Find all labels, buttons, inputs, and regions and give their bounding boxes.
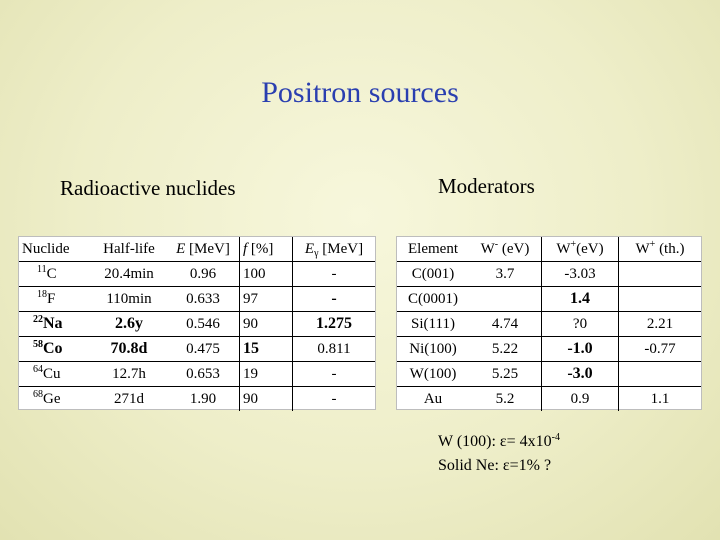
halflife-cell: 110min xyxy=(91,287,167,312)
wminus-cell xyxy=(469,287,542,312)
egamma-cell: - xyxy=(293,287,376,312)
element-cell: Au xyxy=(423,391,443,407)
table-row xyxy=(397,312,701,337)
header-element: Element xyxy=(397,237,469,262)
header-wplus: W+(eV) xyxy=(542,237,619,262)
energy-cell: 0.475 xyxy=(167,337,240,362)
moderators-heading: Moderators xyxy=(438,174,535,198)
table-row xyxy=(397,262,701,287)
f-cell: 90 xyxy=(240,387,293,412)
element-cell: W(100) xyxy=(397,362,469,387)
nuclide-cell: $^{68}$Ge xyxy=(33,389,61,407)
nuclides-header-row xyxy=(19,237,375,262)
halflife-cell: 12.7h xyxy=(91,362,167,387)
header-nuclide: Nuclide xyxy=(19,237,91,262)
wplus-th-cell xyxy=(619,362,702,387)
table-row xyxy=(19,312,375,337)
table-row xyxy=(397,387,701,412)
moderators-table xyxy=(396,236,702,410)
wplus-cell: -1.0 xyxy=(542,337,619,362)
header-egamma: $E_\gamma$ [MeV] xyxy=(293,237,376,262)
nuclides-heading: Radioactive nuclides xyxy=(60,176,236,200)
f-cell: 97 xyxy=(240,287,293,312)
efficiency-note-w100: W (100): $\varepsilon= 4x10^{-4}$ xyxy=(438,432,560,450)
halflife-cell: 2.6y xyxy=(91,312,167,337)
nuclide-cell: $^{18}$F xyxy=(19,287,91,312)
element-cell: Si(111) xyxy=(397,312,469,337)
wplus-th-cell xyxy=(619,262,702,287)
halflife-cell: 70.8d xyxy=(91,337,167,362)
efficiency-note-solid-ne: Solid Ne: ε=1% ? xyxy=(438,457,552,474)
halflife-cell: 20.4min xyxy=(91,262,167,287)
energy-cell: 1.90 xyxy=(189,391,217,407)
energy-cell: 0.633 xyxy=(167,287,240,312)
table-row xyxy=(397,287,701,312)
table-row xyxy=(19,262,375,287)
energy-cell: 0.653 xyxy=(167,362,240,387)
slide-title: Positron sources xyxy=(261,76,459,109)
f-cell: 100 xyxy=(240,262,293,287)
table-row xyxy=(19,337,375,362)
header-f: f [%] xyxy=(240,237,293,262)
wminus-cell: 3.7 xyxy=(469,262,542,287)
header-wminus: W- (eV) xyxy=(469,237,542,262)
egamma-cell: - xyxy=(293,387,376,412)
wplus-th-cell: 2.21 xyxy=(619,312,702,337)
egamma-cell: - xyxy=(293,262,376,287)
egamma-cell: 0.811 xyxy=(293,337,376,362)
header-halflife: Half-life xyxy=(91,237,167,262)
wplus-cell: 1.4 xyxy=(542,287,619,312)
wplus-cell: ?0 xyxy=(542,312,619,337)
moderators-header-row xyxy=(397,237,701,262)
header-wplus-th: W+ (th.) xyxy=(619,237,702,262)
wminus-cell: 5.2 xyxy=(495,391,515,407)
energy-cell: 0.96 xyxy=(167,262,240,287)
egamma-cell: - xyxy=(293,362,376,387)
wplus-cell: 0.9 xyxy=(542,387,619,412)
energy-cell: 0.546 xyxy=(167,312,240,337)
element-cell: C(0001) xyxy=(397,287,469,312)
nuclide-cell: $^{58}$Co xyxy=(19,337,91,362)
element-cell: C(001) xyxy=(397,262,469,287)
wplus-th-cell: -0.77 xyxy=(619,337,702,362)
element-cell: Ni(100) xyxy=(397,337,469,362)
nuclide-cell: $^{22}$Na xyxy=(19,312,91,337)
f-cell: 19 xyxy=(240,362,293,387)
table-row xyxy=(19,387,375,412)
wminus-cell: 5.25 xyxy=(469,362,542,387)
egamma-cell: 1.275 xyxy=(293,312,376,337)
wplus-th-cell: 1.1 xyxy=(619,387,702,412)
wplus-th-cell xyxy=(619,287,702,312)
wplus-cell: -3.0 xyxy=(542,362,619,387)
nuclide-cell: $^{11}$C xyxy=(19,262,91,287)
nuclide-cell: $^{64}$Cu xyxy=(19,362,91,387)
wminus-cell: 4.74 xyxy=(469,312,542,337)
f-cell: 90 xyxy=(240,312,293,337)
wplus-cell: -3.03 xyxy=(542,262,619,287)
table-row xyxy=(397,362,701,387)
header-energy: E [MeV] xyxy=(167,237,240,262)
halflife-cell: 271d xyxy=(114,391,144,407)
f-cell: 15 xyxy=(240,337,293,362)
wminus-cell: 5.22 xyxy=(469,337,542,362)
table-row xyxy=(397,337,701,362)
table-row xyxy=(19,362,375,387)
nuclides-table xyxy=(18,236,376,410)
table-row xyxy=(19,287,375,312)
